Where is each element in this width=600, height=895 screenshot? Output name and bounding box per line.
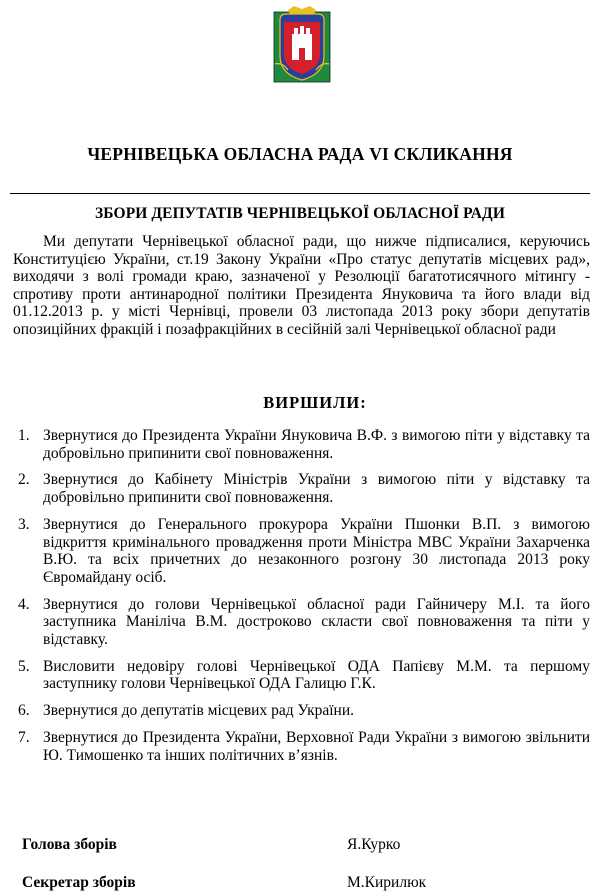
title-divider [10, 193, 590, 194]
decision-number: 3. [18, 515, 30, 533]
decision-item [16, 471, 590, 506]
decision-text: Звернутися до Президента України Януковича В.Ф. з вимогою піти у відставку та добровільно припинити свої повноваження. [43, 427, 590, 462]
decision-item [16, 729, 590, 764]
decision-text: Висловити недовіру голові Чернівецької ОДА Папієву М.М. та першому заступнику голови Чернівецької ОДА Галицю Г.К. [43, 657, 590, 693]
decision-text: Звернутися до Генерального прокурора України Пшонки В.П. з вимогою відкриття кримінального провадження проти Міністра МВС України Захарченка В.Ю. та всіх причетних до незаконного розгону 30 листопада 2013 року Євромайдану осіб. [43, 515, 590, 586]
meeting-title: ЗБОРИ ДЕПУТАТІВ ЧЕРНІВЕЦЬКОЇ ОБЛАСНОЇ РАДИ [95, 205, 505, 222]
decision-item [16, 516, 590, 587]
decision-number: 7. [18, 728, 30, 746]
decision-text: Звернутися до депутатів місцевих рад України. [43, 702, 354, 720]
document-title: ЧЕРНІВЕЦЬКА ОБЛАСНА РАДА VI СКЛИКАННЯ [87, 144, 513, 164]
secretary-label: Секретар зборів [22, 874, 136, 891]
secretary-name: М.Кирилюк [347, 874, 427, 891]
decision-text: Звернутися до Кабінету Міністрів України з вимогою піти у відставку та добровільно припинити свої повноваження. [43, 471, 590, 507]
decision-item [16, 427, 590, 462]
chair-label: Голова зборів [22, 836, 117, 853]
decision-item [16, 658, 590, 693]
decision-number: 1. [18, 427, 30, 444]
decision-number: 6. [18, 702, 30, 720]
decided-heading: ВИРШИЛИ: [263, 393, 367, 412]
decision-number: 5. [18, 657, 30, 675]
decision-item [16, 702, 590, 720]
decision-number: 4. [18, 595, 30, 613]
decision-number: 2. [18, 471, 30, 489]
chair-name: Я.Курко [347, 836, 401, 853]
decisions-list [16, 427, 590, 764]
coat-of-arms-icon [272, 4, 332, 84]
decision-text: Звернутися до голови Чернівецької обласної ради Гайничеру М.І. та його заступника Маніліча В.М. достроково скласти свої повноваження та піти у відставку. [43, 595, 590, 649]
decision-item [16, 596, 590, 649]
decision-text: Звернутися до Президента України, Верховної Ради України з вимогою звільнити Ю. Тимошенко та інших політичних в’язнів. [43, 728, 590, 764]
preamble-paragraph: Ми депутати Чернівецької обласної ради, що нижче підписалися, керуючись Конституцією України, ст.19 Закону України «Про статус депутатів місцевих рад», виходячи з волі громади краю, зазначеної у Резолюції багатотисячного мітингу - спротиву проти антинародної політики Президента Януковича та його влади від 01.12.2013 р. у місті Чернівці, провели 03 листопада 2013 року збори депутатів опозиційних фракцій і позафракційних в сесійній залі Чернівецької обласної ради [13, 233, 590, 338]
